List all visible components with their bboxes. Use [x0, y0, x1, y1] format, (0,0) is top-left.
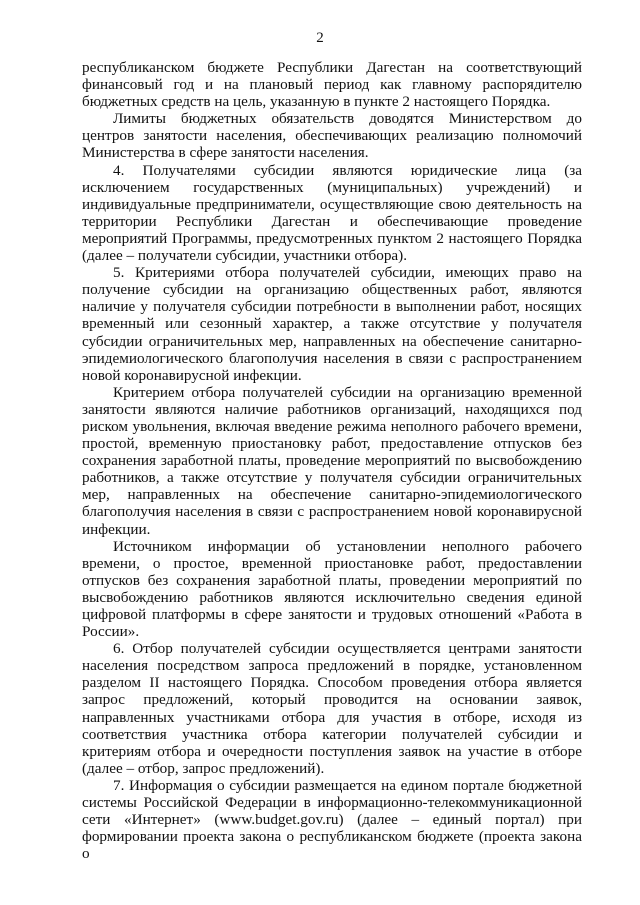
paragraph-item-4: 4. Получателями субсидии являются юридические лица (за исключением государственных (муниципальных) учреждений) и индивидуальные предприниматели, осуществляющие свою деятельность на территории Республики Дагестан и обеспечивающие проведение мероприятий Программы, предусмотренных пунктом 2 настоящего Порядка (далее – получатели субсидии, участники отбора). [82, 161, 582, 265]
page-number: 2 [316, 30, 324, 46]
paragraph-temporary-employment-criteria: Критерием отбора получателей субсидии на организацию временной занятости являются наличие работников организаций, находящихся под риском увольнения, включая введение режима неполного рабочего времени, простой, временную приостановку работ, предоставление отпусков без сохранения заработной платы, проведение мероприятий по высвобождению работников, а также отсутствие у получателя субсидии ограничительных мер, направленных на обеспечение санитарно-эпидемиологического благополучия населения в связи с распространением новой коронавирусной инфекции. [82, 383, 582, 538]
paragraph-budget-limits: Лимиты бюджетных обязательств доводятся Министерством до центров занятости населения, обеспечивающих реализацию полномочий Министерства в сфере занятости населения. [82, 110, 582, 162]
paragraph-item-5: 5. Критериями отбора получателей субсидии, имеющих право на получение субсидии на организацию общественных работ, являются наличие у получателя субсидии потребности в выполнении работ, носящих временный или сезонный характер, а также отсутствие у получателя субсидии ограничительных мер, направленных на обеспечение санитарно-эпидемиологического благополучия населения в связи с распространением новой коронавирусной инфекции. [82, 264, 582, 384]
paragraph-item-6: 6. Отбор получателей субсидии осуществляется центрами занятости населения посредством запроса предложений в порядке, установленном разделом II настоящего Порядка. Способом проведения отбора является запрос предложений, который проводится на основании заявок, направленных участниками отбора для участия в отборе, исходя из соответствия участника отбора категории получателей субсидии и критериям отбора и очередности поступления заявок на участие в отборе (далее – отбор, запрос предложений). [82, 640, 582, 777]
paragraph-continuation: республиканском бюджете Республики Дагестан на соответствующий финансовый год и на плановый период как главному распорядителю бюджетных средств на цель, указанную в пункте 2 настоящего Порядка. [82, 59, 582, 111]
paragraph-information-source: Источником информации об установлении неполного рабочего времени, о простое, временной приостановке работ, предоставлении отпусков без сохранения заработной платы, проведении мероприятий по высвобождению работников являются исключительно сведения единой цифровой платформы в сфере занятости и трудовых отношений «Работа в России». [82, 537, 582, 641]
document-body [82, 59, 582, 862]
paragraph-item-7: 7. Информация о субсидии размещается на едином портале бюджетной системы Российской Федерации в информационно-телекоммуникационной сети «Интернет» (www.budget.gov.ru) (далее – единый портал) при формировании проекта закона о республиканском бюджете (проекта закона о [82, 776, 582, 863]
